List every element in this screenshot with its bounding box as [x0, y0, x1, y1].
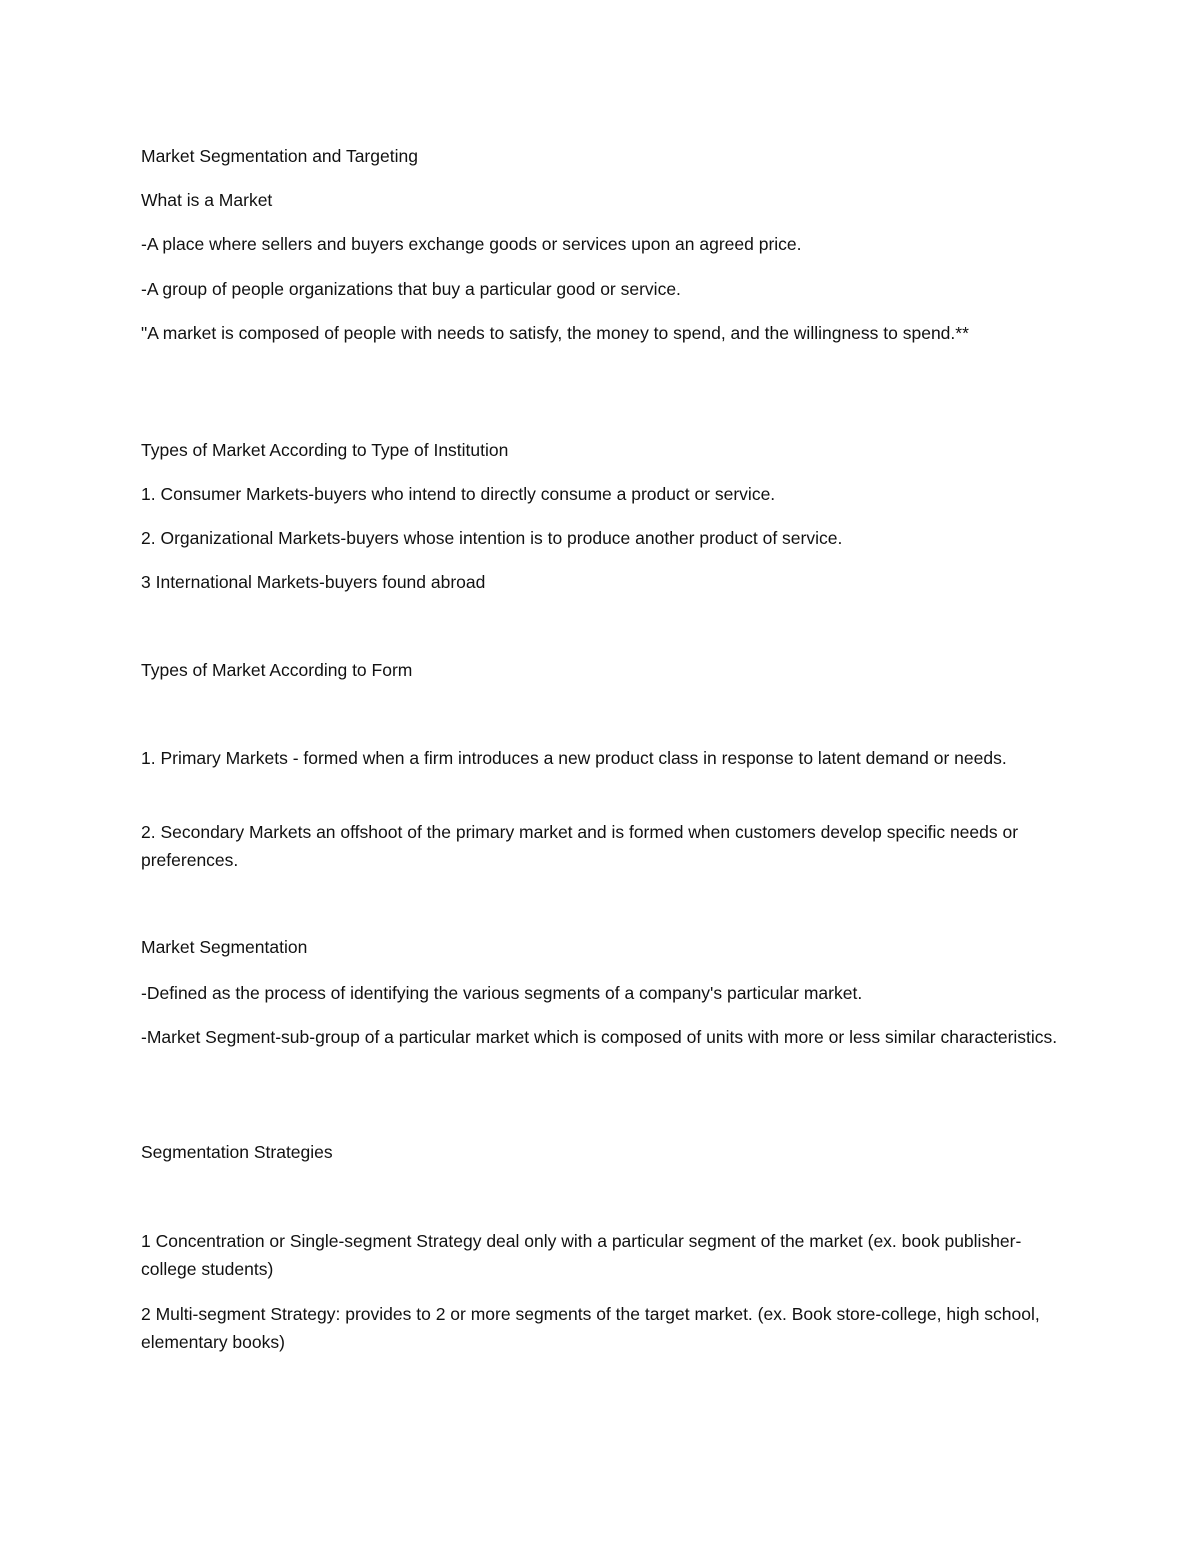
paragraph: -Market Segment-sub-group of a particular market which is composed of units with more or less similar characteristics.: [141, 1027, 1058, 1047]
list-item: 3 International Markets-buyers found abroad: [141, 572, 486, 592]
list-item: 2. Secondary Markets an offshoot of the primary market and is formed when customers develop specific needs or preferences.: [141, 822, 1019, 870]
list-item: 1. Primary Markets - formed when a firm introduces a new product class in response to latent demand or needs.: [141, 748, 1007, 768]
list-item: 1 Concentration or Single-segment Strategy deal only with a particular segment of the market (ex. book publisher-college students): [141, 1231, 1022, 1279]
paragraph: -A place where sellers and buyers exchange goods or services upon an agreed price.: [141, 234, 802, 254]
paragraph: -Defined as the process of identifying the various segments of a company's particular market.: [141, 983, 863, 1003]
section-heading: Types of Market According to Form: [141, 660, 413, 680]
section-heading: Types of Market According to Type of Institution: [141, 440, 509, 460]
list-item: 2. Organizational Markets-buyers whose intention is to produce another product of service.: [141, 528, 843, 548]
document-title: Market Segmentation and Targeting: [141, 146, 418, 166]
paragraph: -A group of people organizations that buy a particular good or service.: [141, 279, 681, 299]
list-item: 2 Multi-segment Strategy: provides to 2 or more segments of the target market. (ex. Book store-college, high school, elementary books): [141, 1304, 1040, 1352]
section-heading: What is a Market: [141, 190, 273, 210]
list-item: 1. Consumer Markets-buyers who intend to directly consume a product or service.: [141, 484, 776, 504]
paragraph: "A market is composed of people with needs to satisfy, the money to spend, and the willingness to spend.**: [141, 323, 969, 343]
section-heading: Segmentation Strategies: [141, 1142, 333, 1162]
section-heading: Market Segmentation: [141, 937, 308, 957]
